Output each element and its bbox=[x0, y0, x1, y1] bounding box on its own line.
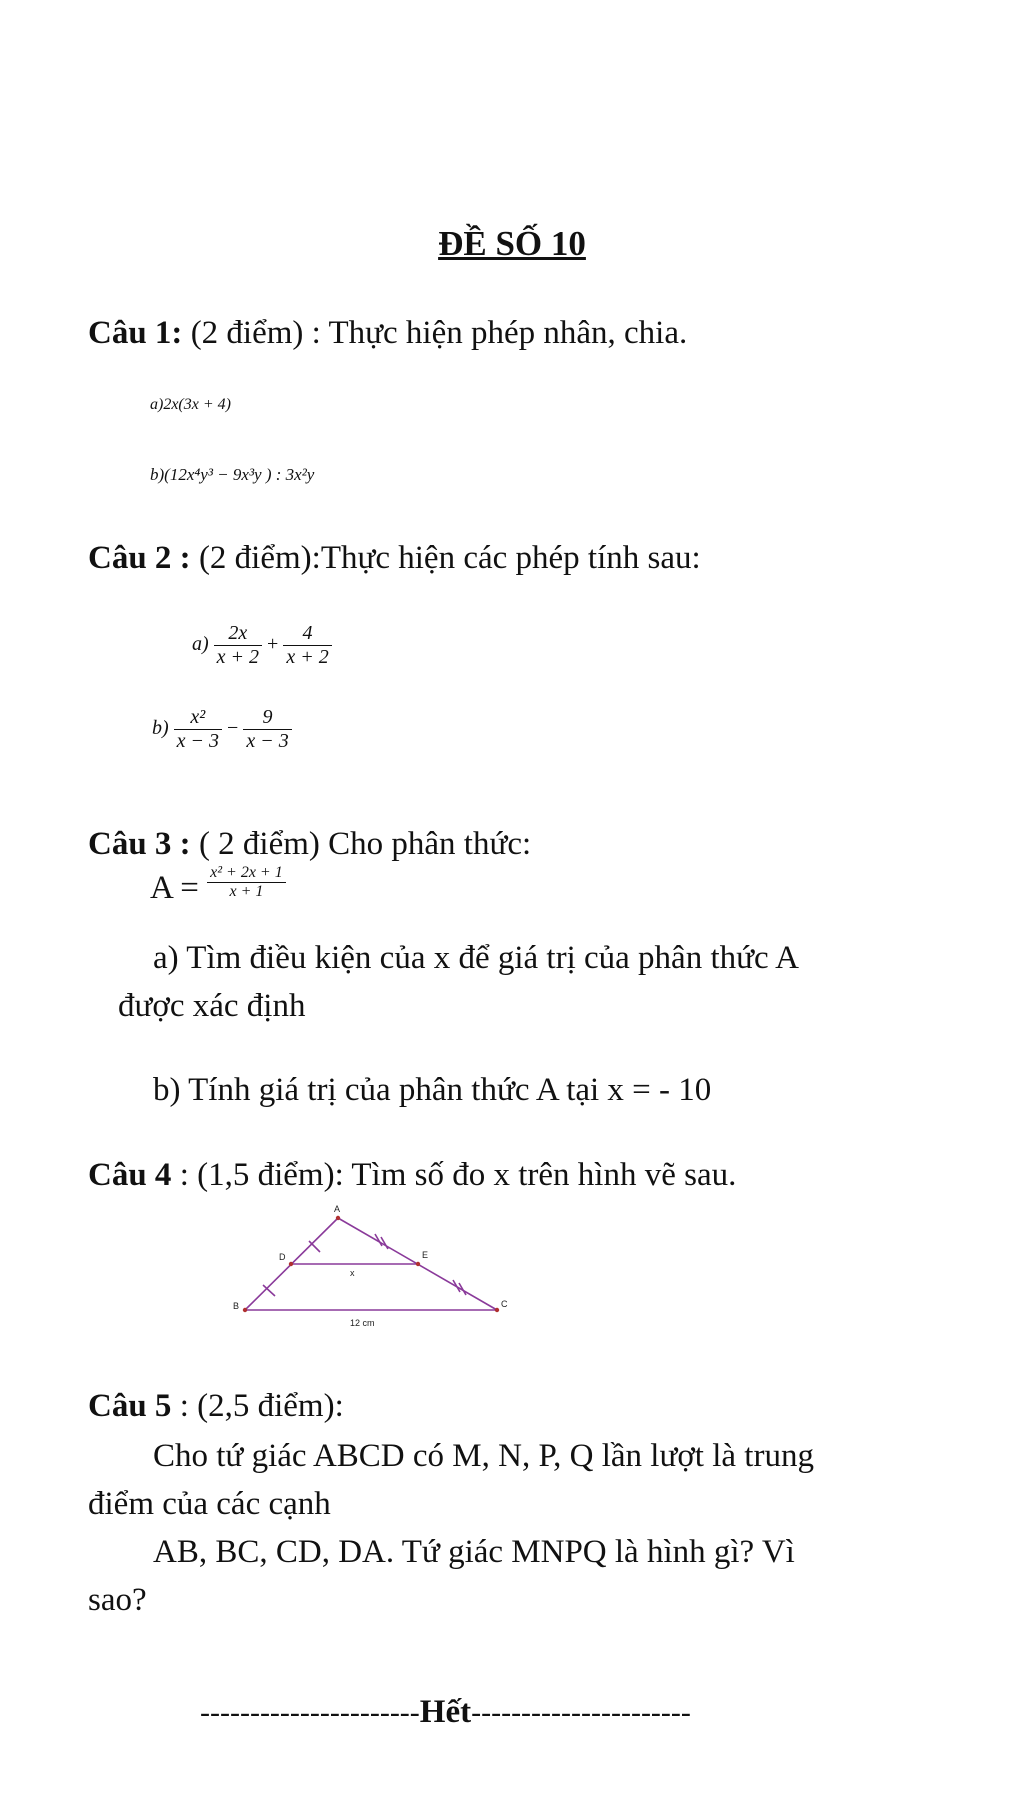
question-5-label: Câu 5 bbox=[88, 1388, 172, 1424]
fraction-numerator: x² bbox=[190, 706, 206, 728]
label-b: B bbox=[233, 1301, 240, 1311]
question-1-part-b-prefix: b) bbox=[150, 465, 165, 484]
question-3-heading bbox=[88, 826, 531, 863]
fraction-numerator: 2x bbox=[228, 622, 248, 644]
question-1-part-b bbox=[150, 465, 314, 485]
fraction-denominator: x − 3 bbox=[243, 729, 291, 753]
question-4-heading bbox=[88, 1157, 736, 1194]
question-5-line1: Cho tứ giác ABCD có M, N, P, Q lần lượt là trung bbox=[153, 1438, 814, 1474]
dashes-right: ---------------------- bbox=[471, 1696, 691, 1729]
fraction-numerator: 9 bbox=[262, 706, 273, 728]
question-3-part-a-line1: a) Tìm điều kiện của x để giá trị của phân thức A bbox=[153, 940, 799, 976]
question-5-heading bbox=[88, 1388, 344, 1425]
question-2-label: Câu 2 : bbox=[88, 540, 191, 576]
triangle-figure bbox=[225, 1200, 525, 1335]
point-c bbox=[495, 1308, 499, 1312]
fraction-denominator: x + 1 bbox=[207, 882, 286, 901]
question-2-part-a bbox=[192, 622, 332, 669]
question-2-part-b-prefix: b) bbox=[152, 717, 169, 740]
question-3-label: Câu 3 : bbox=[88, 826, 191, 862]
question-5-line4: sao? bbox=[88, 1582, 147, 1618]
question-1-label: Câu 1: bbox=[88, 315, 183, 351]
fraction-denominator: x + 2 bbox=[283, 645, 331, 669]
point-b bbox=[243, 1308, 247, 1312]
point-e bbox=[416, 1262, 420, 1266]
question-2-text: (2 điểm):Thực hiện các phép tính sau: bbox=[190, 540, 701, 576]
question-3-text: ( 2 điểm) Cho phân thức: bbox=[190, 826, 532, 862]
label-e: E bbox=[422, 1250, 429, 1260]
question-3-part-a-line2: được xác định bbox=[118, 988, 306, 1024]
question-1-text: (2 điểm) : Thực hiện phép nhân, chia. bbox=[182, 315, 688, 351]
question-5-line2: điểm của các cạnh bbox=[88, 1486, 331, 1522]
question-3-expression bbox=[150, 863, 286, 907]
fraction bbox=[207, 864, 286, 901]
question-1-part-b-body: (12x⁴y³ − 9x³y ) : 3x²y bbox=[164, 465, 315, 484]
question-5-text: : (2,5 điểm): bbox=[171, 1388, 344, 1424]
expression-lhs: A = bbox=[150, 869, 199, 906]
question-4-text: : (1,5 điểm): Tìm số đo x trên hình vẽ sau. bbox=[171, 1157, 737, 1193]
page-title: ĐỀ SỐ 10 bbox=[438, 224, 586, 263]
question-3-part-b: b) Tính giá trị của phân thức A tại x = - 10 bbox=[153, 1072, 712, 1108]
question-2-part-b bbox=[152, 706, 292, 753]
question-1-part-a: a)2x(3x + 4) bbox=[150, 396, 231, 413]
fraction-denominator: x − 3 bbox=[174, 729, 222, 753]
fraction bbox=[214, 622, 262, 669]
label-d: D bbox=[279, 1252, 286, 1262]
fraction-numerator: 4 bbox=[302, 622, 313, 644]
fraction bbox=[243, 706, 291, 753]
fraction bbox=[174, 706, 222, 753]
label-bc-length: 12 cm bbox=[350, 1318, 375, 1328]
question-2-part-a-prefix: a) bbox=[192, 633, 209, 656]
question-4-label: Câu 4 bbox=[88, 1157, 172, 1193]
question-5-line3: AB, BC, CD, DA. Tứ giác MNPQ là hình gì? Vì bbox=[153, 1534, 795, 1570]
label-a: A bbox=[334, 1204, 341, 1214]
operator: + bbox=[267, 633, 279, 656]
fraction-numerator: x² + 2x + 1 bbox=[210, 863, 283, 881]
end-text: Hết bbox=[419, 1694, 472, 1730]
dashes-left: ---------------------- bbox=[200, 1696, 420, 1729]
fraction bbox=[283, 622, 331, 669]
label-x: x bbox=[350, 1268, 355, 1278]
point-d bbox=[289, 1262, 293, 1266]
question-2-heading bbox=[88, 540, 701, 577]
end-marker bbox=[200, 1694, 691, 1731]
fraction-denominator: x + 2 bbox=[214, 645, 262, 669]
tick-mark bbox=[309, 1241, 320, 1252]
operator: − bbox=[227, 717, 239, 740]
point-a bbox=[336, 1216, 340, 1220]
question-1-heading bbox=[88, 315, 687, 352]
label-c: C bbox=[501, 1299, 508, 1309]
